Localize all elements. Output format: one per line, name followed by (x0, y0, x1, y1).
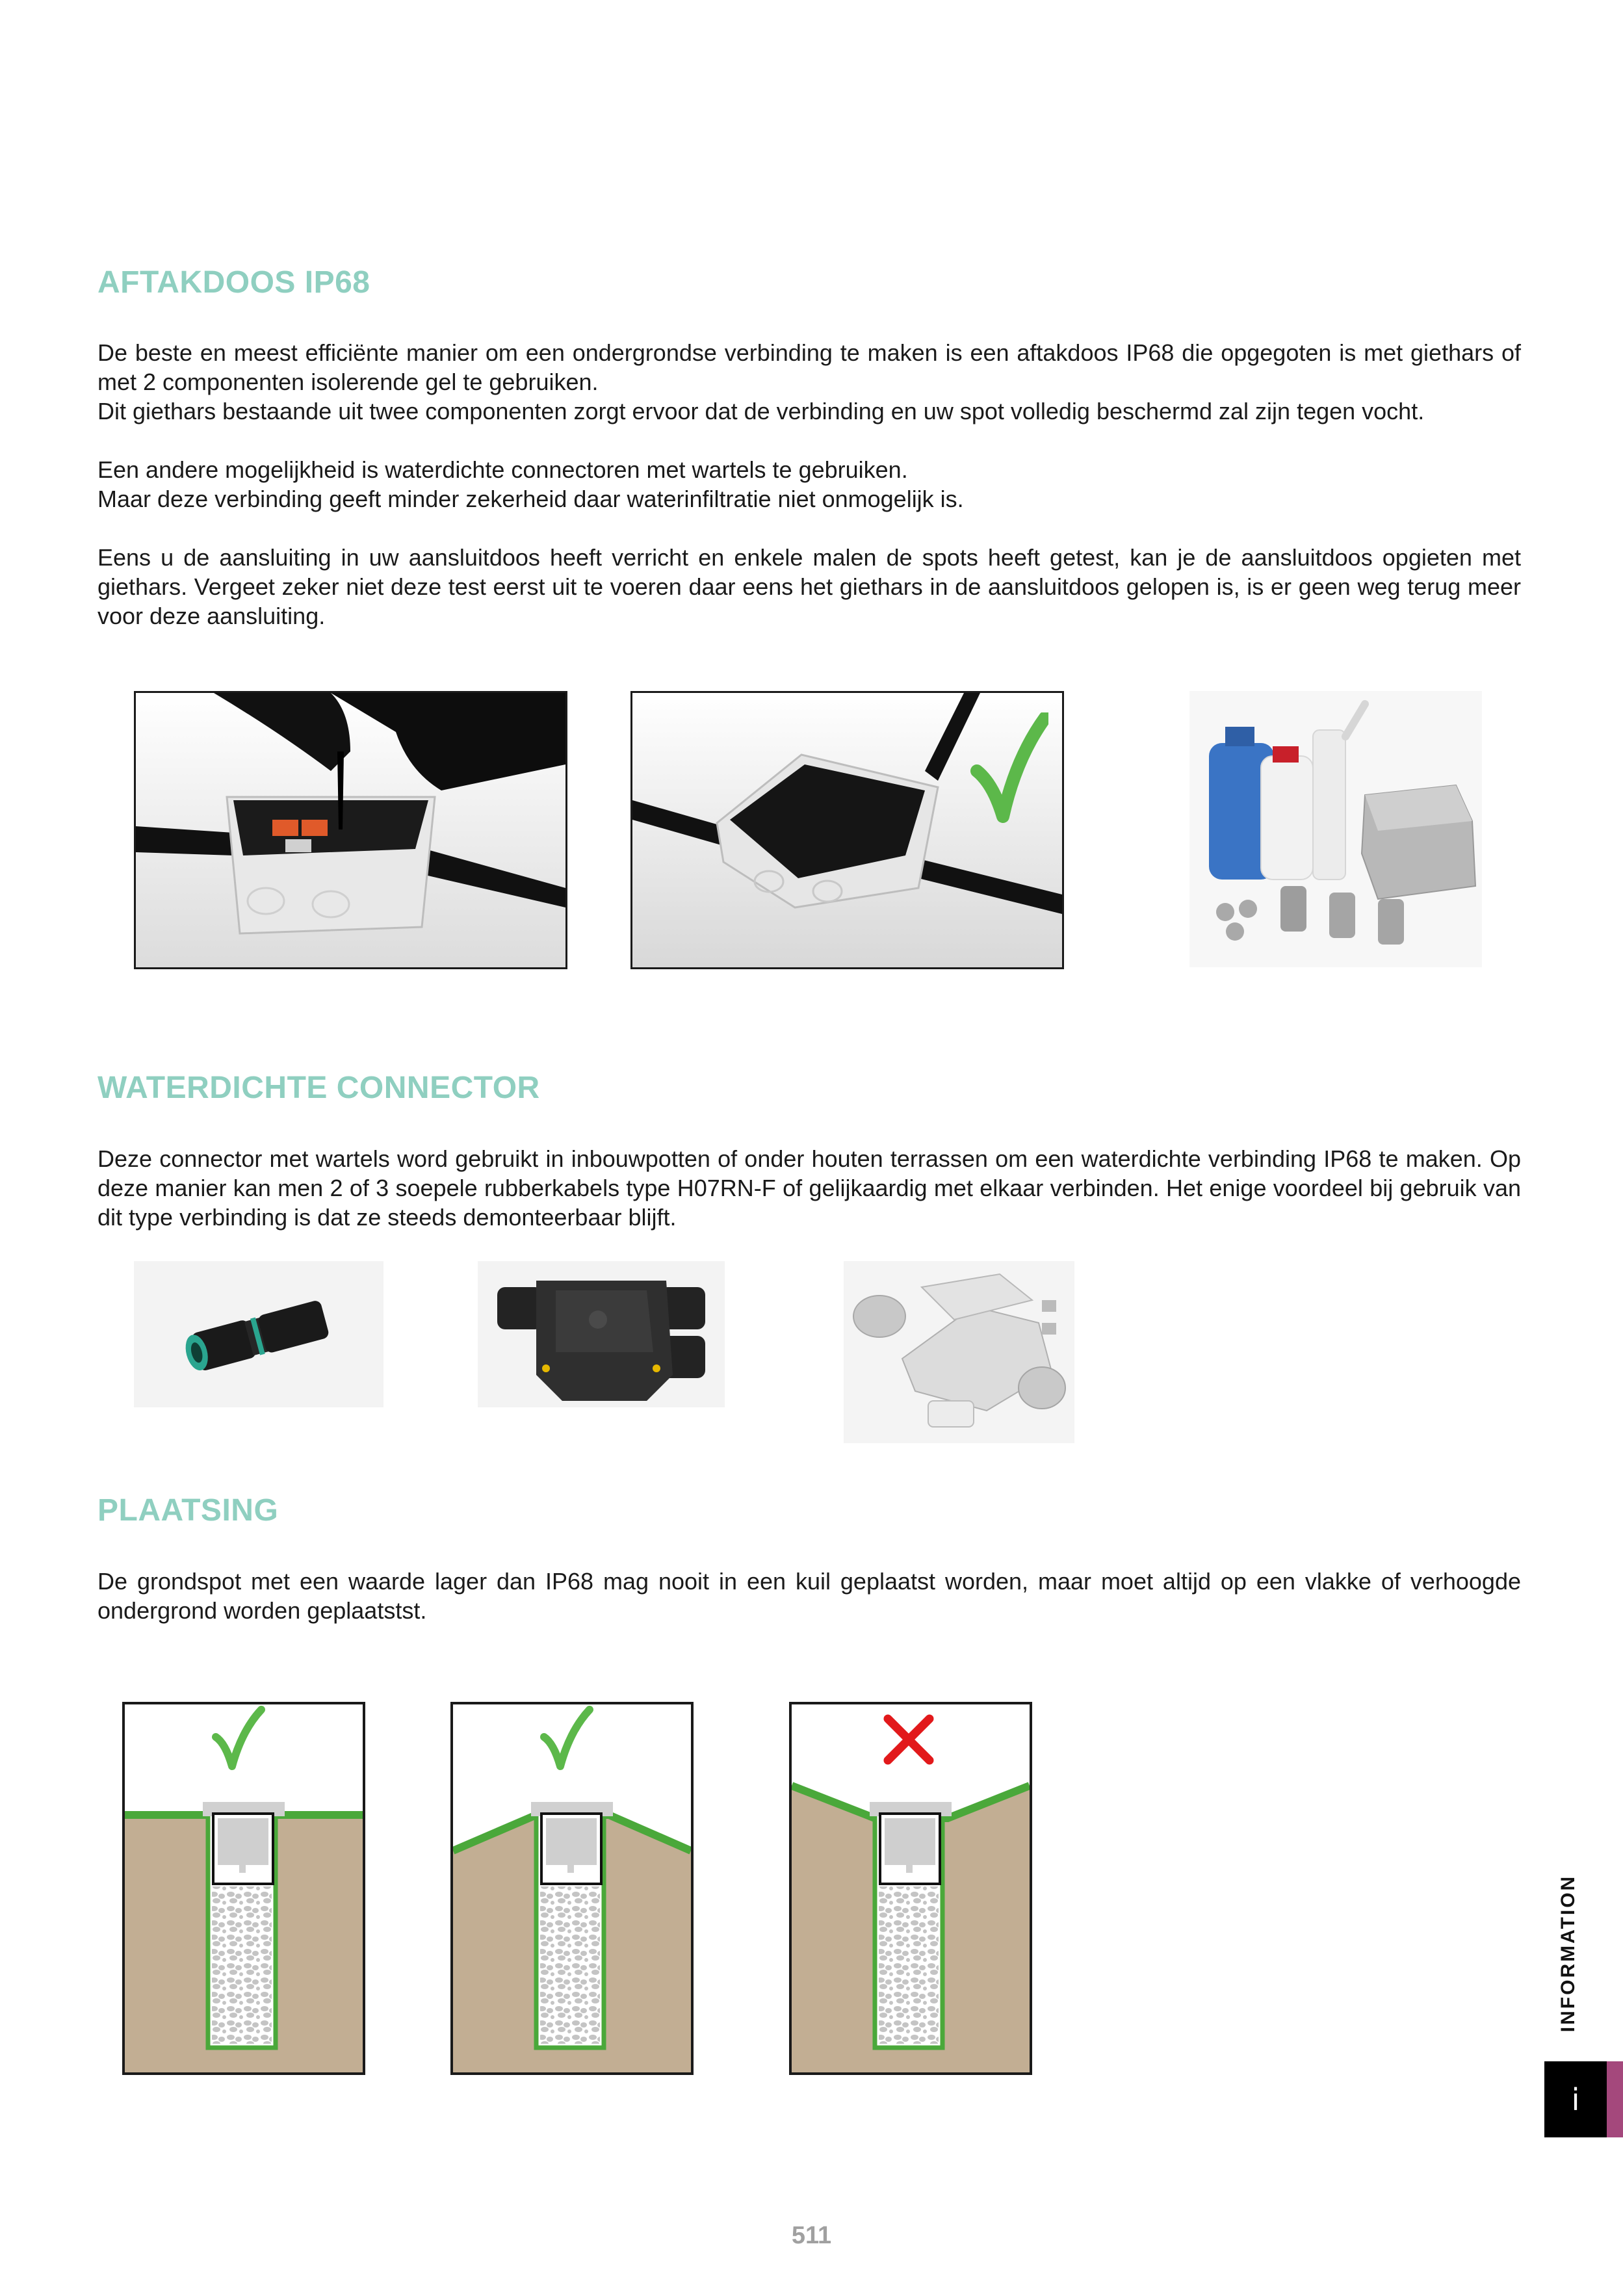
sealed-box-photo (630, 691, 1064, 969)
alternative-line: Maar deze verbinding geeft minder zekerheid daar waterinfiltratie niet onmogelijk is. (97, 486, 964, 512)
connector-parts-photo (844, 1261, 1074, 1443)
tab-accent-bar (1607, 2061, 1623, 2137)
intro-line: Dit giethars bestaande uit twee componenten zorgt ervoor dat de verbinding en uw spot volledig beschermd zal zijn tegen vocht. (97, 398, 1425, 424)
sidebar-label-text: INFORMATION (1557, 1874, 1579, 2033)
alternative-line: Een andere mogelijkheid is waterdichte connectoren met wartels te gebruiken. (97, 456, 908, 483)
diagram-raised-correct (450, 1702, 694, 2075)
check-icon (544, 1710, 590, 1766)
test-paragraph (97, 543, 1521, 631)
intro-line: De beste en meest efficiënte manier om een ondergrondse verbinding te maken is een aftakdoos IP68 die opgegoten is met giethars of met 2 componenten isolerende gel te gebruiken. (97, 339, 1521, 395)
inline-connector-photo (134, 1261, 383, 1407)
test-line: Eens u de aansluiting in uw aansluitdoos heeft verricht en enkele malen de spots heeft getest, kan je de aansluitdoos opgieten met giethars. Vergeet zeker niet deze test eerst uit te voeren daar eens het giethars in de aansluitdoos gelopen is, is er geen weg terug meer voor deze aansluiting. (97, 544, 1521, 629)
page-number: 511 (791, 2222, 832, 2249)
section-title-plaatsing: PLAATSING (97, 1493, 279, 1528)
t-connector-photo (478, 1261, 725, 1407)
section-title-aftakdoos: AFTAKDOOS IP68 (97, 265, 370, 300)
kit-contents-photo (1189, 691, 1482, 967)
check-icon (216, 1710, 261, 1766)
cross-icon (888, 1719, 929, 1760)
info-tab[interactable]: i (1544, 2061, 1607, 2137)
check-icon (970, 712, 1048, 823)
diagram-flat-correct (122, 1702, 365, 2075)
connector-paragraph: Deze connector met wartels word gebruikt in inbouwpotten of onder houten terrassen om een waterdichte verbinding IP68 te maken. Op deze manier kan men 2 of 3 soepele rubberkabels type H07RN-F of gelijkaardig met elkaar verbinden. Het enige voordeel bij gebruik van dit type verbinding is dat ze steeds demonteerbaar blijft. (97, 1145, 1521, 1231)
intro-paragraph (97, 338, 1521, 426)
diagram-pit-wrong (789, 1702, 1032, 2075)
section-title-waterdichte-connector: WATERDICHTE CONNECTOR (97, 1071, 540, 1105)
resin-pouring-photo (134, 691, 567, 969)
alternative-paragraph (97, 455, 1521, 514)
information-sidebar-label (1546, 1859, 1591, 2048)
plaatsing-paragraph: De grondspot met een waarde lager dan IP68 mag nooit in een kuil geplaatst worden, maar moet altijd op een vlakke of verhoogde ondergrond worden geplaatstst. (97, 1568, 1521, 1624)
